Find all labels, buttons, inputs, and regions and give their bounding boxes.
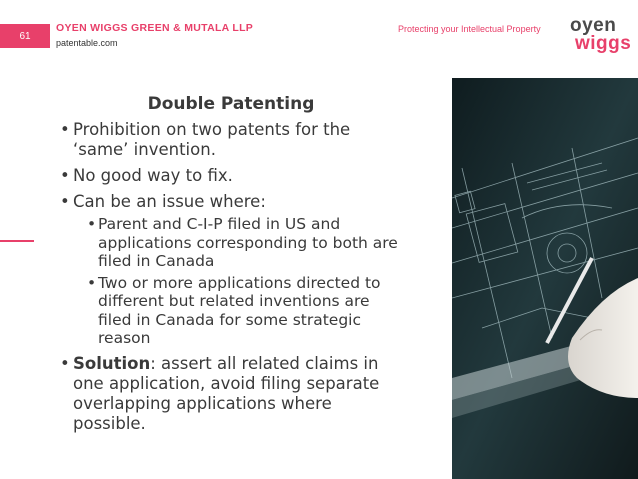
bullet-list: [60, 120, 405, 434]
sub-bullet-list: [87, 215, 405, 348]
logo-wiggs: wiggs: [575, 33, 632, 54]
firm-logo: [570, 16, 630, 53]
page-number-badge: [0, 24, 50, 48]
sub-bullet-item: • Two or more applications directed to different but related inventions are filed in Canada for some strategic reason: [87, 274, 405, 348]
firm-name: OYEN WIGGS GREEN & MUTALA LLP: [56, 22, 254, 34]
bullet-item: • No good way to fix.: [60, 166, 405, 186]
page-number: 61: [19, 30, 31, 42]
sub-bullet-item: • Parent and C-I-P filed in US and applications corresponding to both are filed in Canada: [87, 215, 405, 271]
firm-website: patentable.com: [56, 38, 118, 48]
slide-title: Double Patenting: [147, 94, 315, 114]
bullet-item: [60, 192, 405, 348]
solution-text: : assert all related claims in one application, avoid filing separate overlapping applications where possible.: [73, 353, 380, 433]
accent-bar: [0, 240, 34, 242]
bullet-text: Can be an issue where:: [73, 192, 266, 211]
bullet-item: • Prohibition on two patents for the ‘same’ invention.: [60, 120, 405, 160]
tagline: Protecting your Intellectual Property: [398, 24, 541, 34]
solution-label: Solution: [73, 353, 151, 373]
logo-oyen: oyen: [570, 15, 617, 36]
blueprint-photo: [452, 78, 638, 479]
solution-bullet: [60, 354, 405, 434]
slide-content: [60, 120, 405, 440]
